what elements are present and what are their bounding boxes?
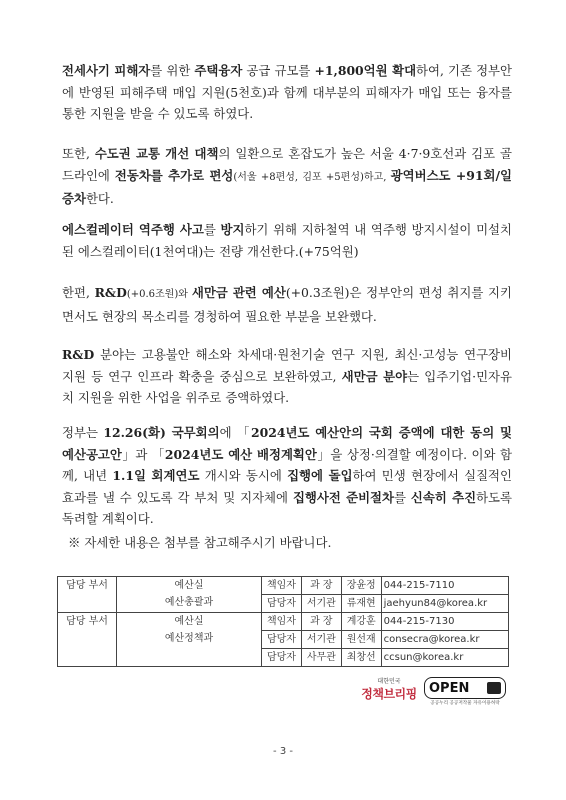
dept-org: 예산실 예산정책과 xyxy=(117,613,262,667)
table-row: 담당자 서기관 원선재 consecra@korea.kr xyxy=(58,631,509,649)
contact-info: consecra@korea.kr xyxy=(381,631,508,649)
table-row: 담당 부서 예산실 예산총괄과 책임자 과 장 장윤정 044-215-7110 xyxy=(58,577,509,595)
contact-info: 044-215-7110 xyxy=(381,577,508,595)
table-row: 담당 부서 예산실 예산정책과 책임자 과 장 계강훈 044-215-7130 xyxy=(58,613,509,631)
contact-table xyxy=(57,576,509,667)
paragraph-transport: 또한, 수도권 교통 개선 대책의 일환으로 혼잡도가 높은 서울 4·7·9호선과 김포 골드라인에 전동차를 추가로 편성(서울 +8편성, 김포 +5편성)하고, 광역버스도 +91회/일 증차한다. xyxy=(62,146,513,206)
table-row: 담당자 사무관 최창선 ccsun@korea.kr xyxy=(58,649,509,667)
reference-note: ※ 자세한 내용은 첨부를 참고해주시기 바랍니다. xyxy=(68,535,332,550)
paragraph-housing: 전세사기 피해자를 위한 주택융자 공급 규모를 +1,800억원 확대하여, 기존 정부안에 반영된 피해주택 매입 지원(5천호)과 함께 대부분의 피해자가 매입 또는 융자를 통한 지원을 받을 수 있도록 하였다. xyxy=(62,63,512,121)
open-license-logo: OPEN 공공누리 공공저작물 자유이용허락 xyxy=(424,677,506,711)
paragraph-rnd-saemangeum: 한편, R&D(+0.6조원)와 새만금 관련 예산(+0.3조원)은 정부안의 편성 취지를 지키면서도 현장의 목소리를 경청하여 필요한 부분을 보완했다. xyxy=(62,285,512,324)
paragraph-rnd-detail: R&D 분야는 고용불안 해소와 차세대·원천기술 연구 지원, 최신·고성능 연구장비 지원 등 연구 인프라 확충을 중심으로 보완하였고, 새만금 분야는 입주기업·민자유치 지원을 위한 사업을 위주로 증액하였다. xyxy=(62,347,512,405)
text-bold: 전세사기 피해자 xyxy=(62,63,151,78)
policy-briefing-logo: 대한민국 정책브리핑 xyxy=(361,678,417,701)
dept-org: 예산실 예산총괄과 xyxy=(117,577,262,613)
contact-info: jaehyun84@korea.kr xyxy=(381,595,508,613)
contact-info: ccsun@korea.kr xyxy=(381,649,508,667)
dept-label: 담당 부서 xyxy=(58,577,117,613)
paragraph-escalator: 에스컬레이터 역주행 사고를 방지하기 위해 지하철역 내 역주행 방지시설이 미설치된 에스컬레이터(1천여대)는 전량 개선한다.(+75억원) xyxy=(62,222,512,259)
table-row: 담당자 서기관 류재현 jaehyun84@korea.kr xyxy=(58,595,509,613)
attribution-icon xyxy=(487,682,501,694)
contact-info: 044-215-7130 xyxy=(381,613,508,631)
dept-label: 담당 부서 xyxy=(58,613,117,667)
paragraph-schedule: 정부는 12.26(화) 국무회의에 「2024년도 예산안의 국회 증액에 대한 동의 및 예산공고안」과 「2024년도 예산 배정계획안」을 상정·의결할 예정이다. 이와 함께, 내년 1.1일 회계연도 개시와 동시에 집행에 돌입하여 민생 현장에서 실질적인 효과를 낼 수 있도록 각 부처 및 지자체에 집행사전 준비절차를 신속히 추진하도록 독려할 계획이다. xyxy=(62,425,512,526)
page-number: - 3 - xyxy=(273,746,293,757)
